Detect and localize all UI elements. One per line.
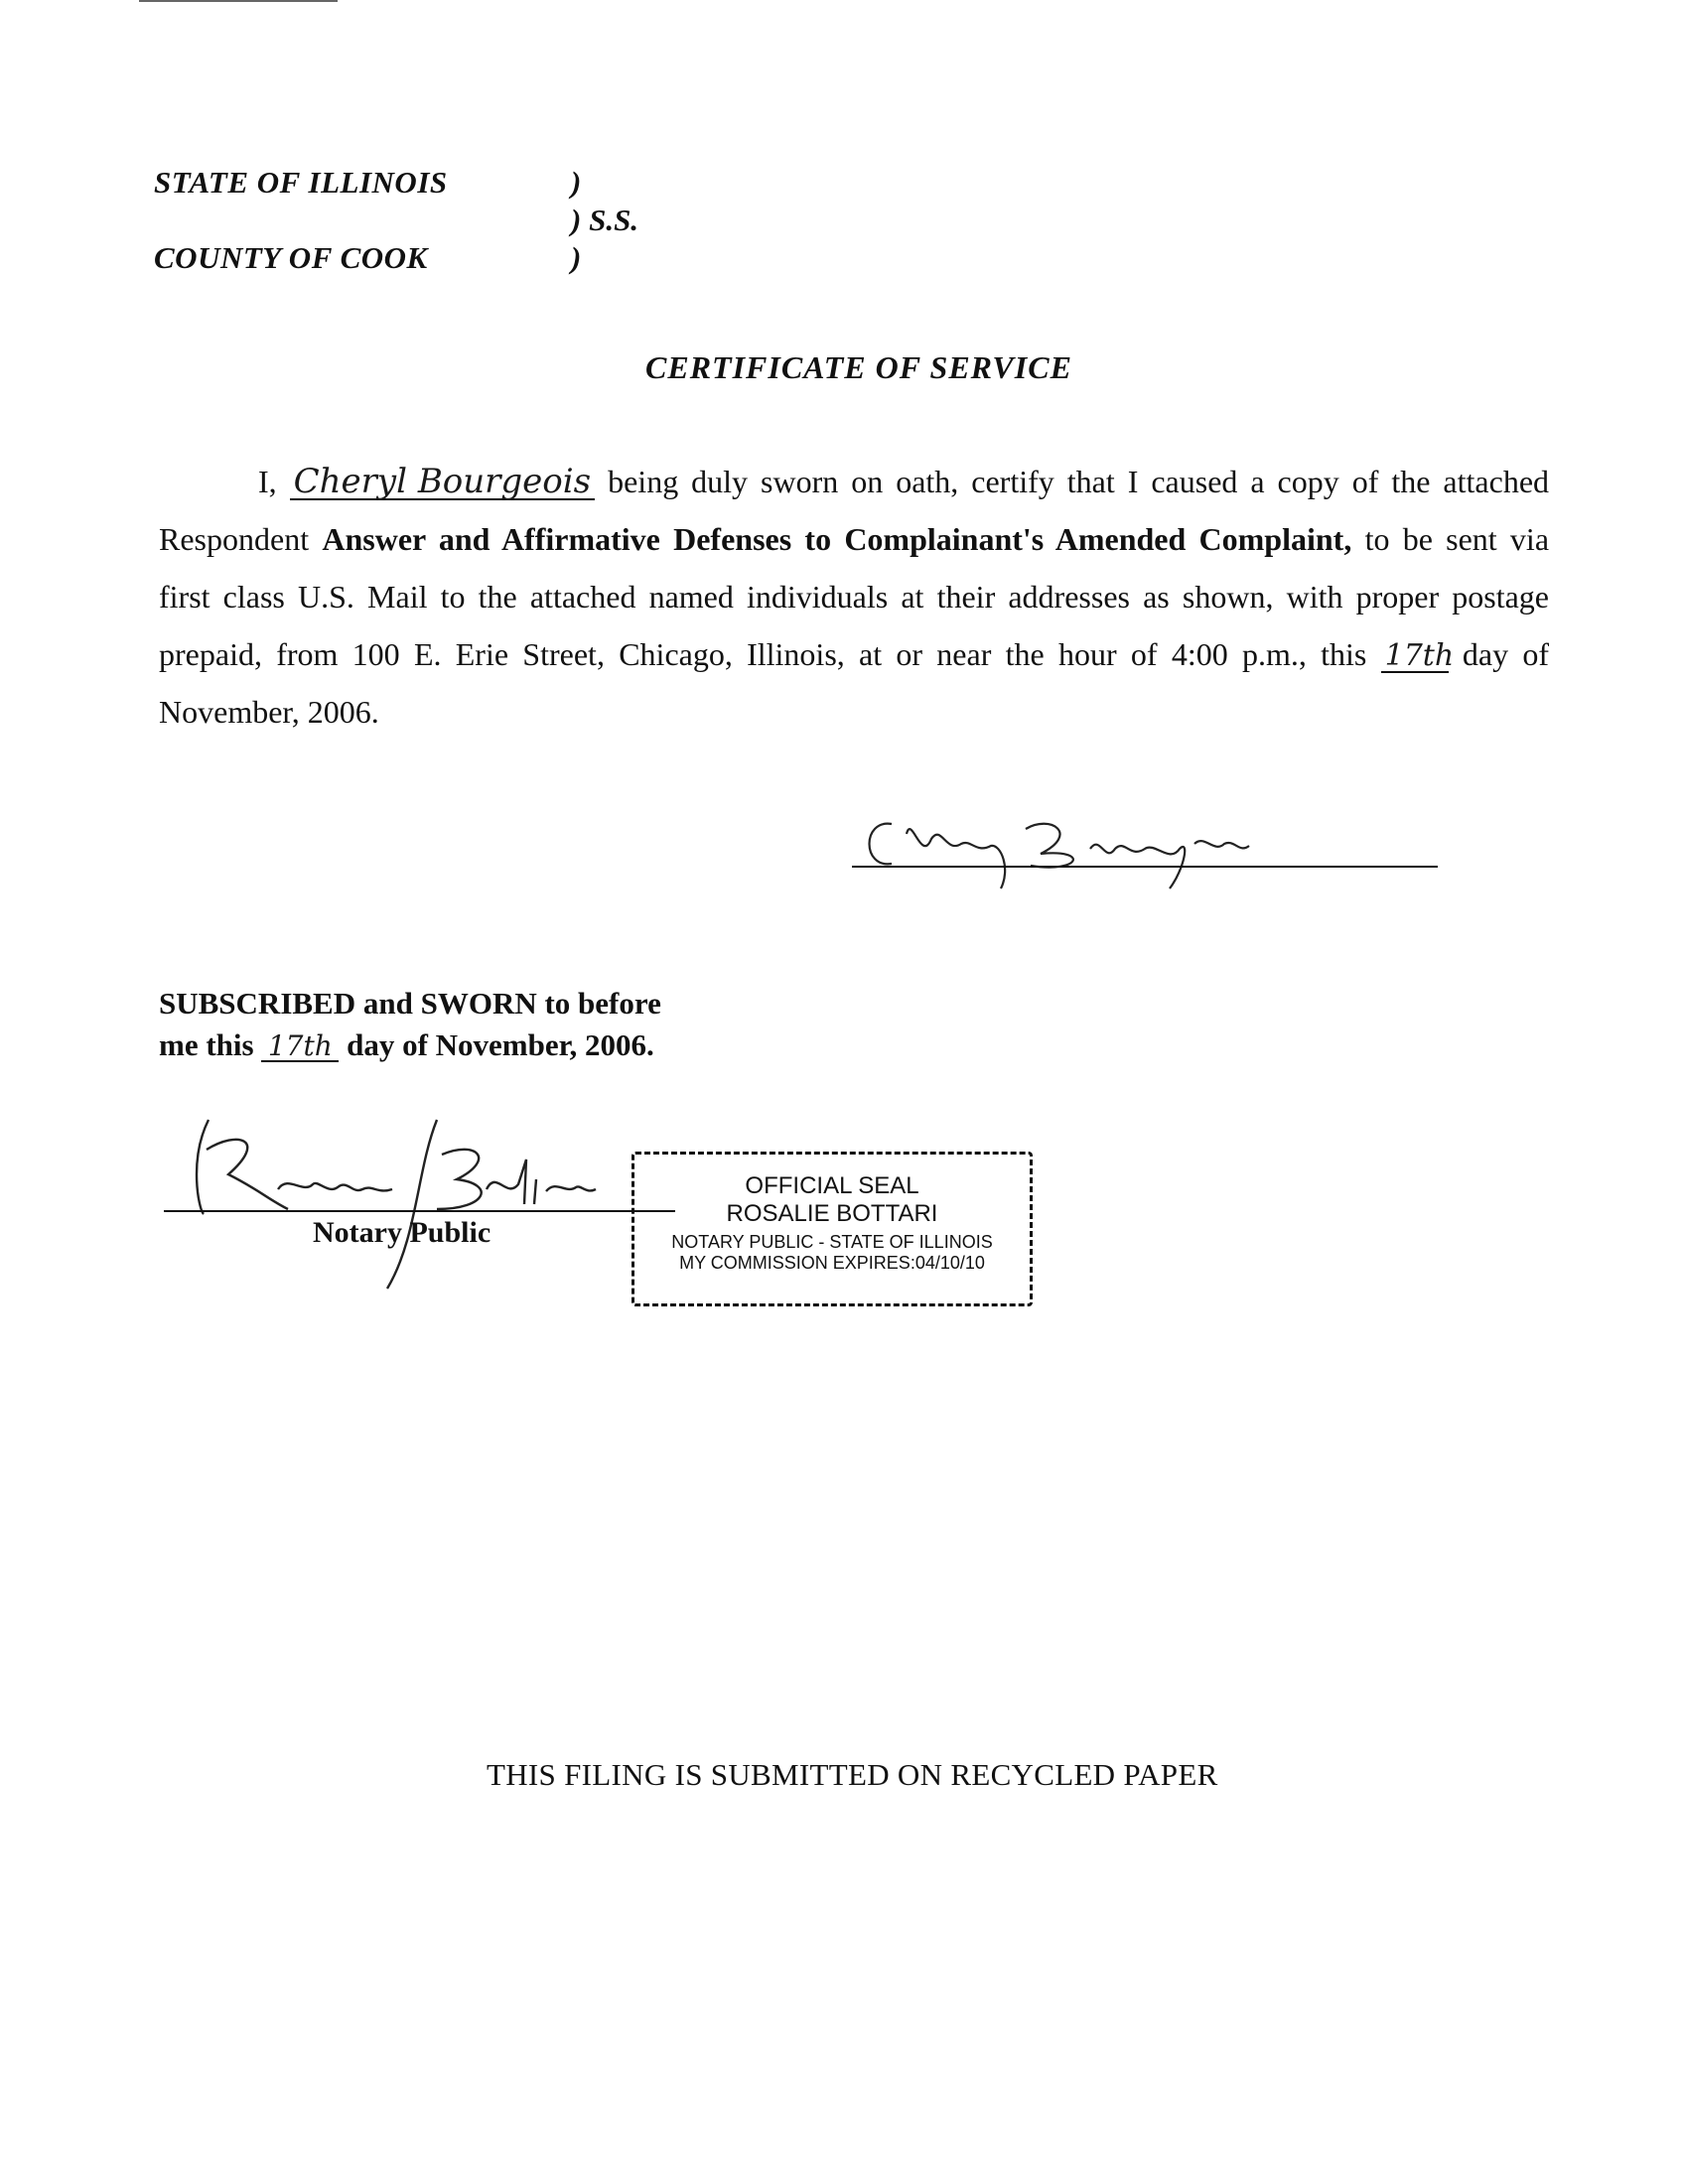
seal-name: ROSALIE BOTTARI [726,1200,938,1227]
affiant-signature-image [852,794,1448,893]
body-line-1 [159,453,1549,510]
jurat [159,983,755,1066]
body-line-2 [159,510,1549,568]
body-line-5: November, 2006. [159,694,379,730]
certificate-body [159,453,1549,741]
jurat-line-1: SUBSCRIBED and SWORN to before [159,986,661,1021]
body-line-1-text: being duly sworn on oath, certify that I caused a copy of the attached [608,464,1550,499]
body-line-2-end: to be sent via [1351,521,1550,557]
official-seal-stamp [632,1152,1033,1306]
footer-recycled-notice: THIS FILING IS SUBMITTED ON RECYCLED PAPER [487,1757,1218,1792]
caption-county: COUNTY OF COOK [154,240,428,275]
seal-state: NOTARY PUBLIC - STATE OF ILLINOIS [671,1232,993,1252]
caption-state: STATE OF ILLINOIS [154,165,448,200]
jurat-line-2 [159,1024,755,1066]
seal-expiration: MY COMMISSION EXPIRES:04/10/10 [679,1253,985,1273]
caption-paren-ss: ) S.S. [571,203,639,237]
jurat-line-2-start: me this [159,1027,254,1062]
affiant-signature-block [852,794,1448,893]
body-line-2-start: Respondent [159,521,323,557]
body-line-4-start: prepaid, from 100 E. Erie Street, Chicago, Illinois, at or near the hour of 4:00 p.m., this [159,636,1367,672]
notary-label: Notary Public [313,1216,491,1249]
document-reference: Answer and Affirmative Defenses to Complainant's Amended Complaint, [322,521,1352,557]
body-line-4-end: day of [1462,636,1550,672]
jurat-day-handwritten: 17th [261,1032,339,1062]
scan-artifact-line [139,0,338,2]
jurat-line-2-end: day of November, 2006. [347,1027,654,1062]
caption-paren-3: ) [571,240,582,275]
body-line-4 [159,625,1549,683]
document-title: CERTIFICATE OF SERVICE [645,349,1072,385]
caption-paren-1: ) [571,165,582,200]
service-day-handwritten: 17th [1381,641,1449,673]
body-prefix: I, [258,464,277,499]
affiant-name-handwritten: Cheryl Bourgeois [290,465,595,500]
seal-title: OFFICIAL SEAL [745,1172,919,1199]
body-line-3: first class U.S. Mail to the attached named individuals at their addresses as shown, with proper postage [159,579,1549,614]
